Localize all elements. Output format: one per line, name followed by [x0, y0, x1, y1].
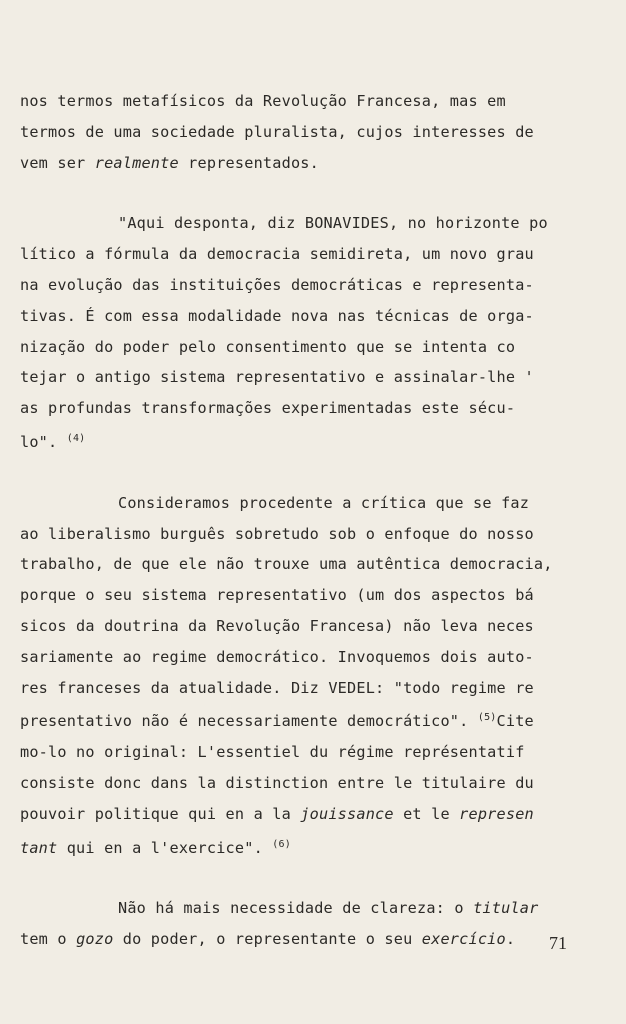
italic-text: exercício	[421, 930, 506, 949]
text-line: tivas. É com essa modalidade nova nas técnicas de orga-	[20, 306, 534, 325]
text-line	[20, 799, 586, 830]
paragraph-gap	[20, 178, 586, 208]
text-line: "Aqui desponta, diz BONAVIDES, no horizonte po	[118, 214, 548, 233]
text-line: ao liberalismo burguês sobretudo sob o enfoque do nosso	[20, 524, 534, 543]
text-segment: pouvoir politique qui en a la	[20, 804, 301, 823]
text-line: lítico a fórmula da democracia semidireta, um novo grau	[20, 245, 534, 264]
italic-text: titular	[473, 899, 539, 918]
text-line	[20, 893, 586, 924]
italic-text: gozo	[76, 930, 114, 949]
italic-text: realmente	[94, 153, 179, 172]
text-segment: Não há mais necessidade de clareza: o	[118, 899, 474, 918]
page-number: 71	[549, 933, 567, 953]
text-segment: lo".	[20, 432, 67, 451]
text-line: nos termos metafísicos da Revolução Francesa, mas em	[20, 92, 506, 110]
text-line: mo-lo no original: L'essentiel du régime représentatif	[20, 743, 525, 762]
text-line	[20, 924, 586, 955]
text-segment: et le	[393, 804, 460, 823]
text-segment: tem o	[20, 930, 77, 949]
text-line	[20, 703, 586, 737]
text-segment: representados.	[178, 153, 319, 172]
text-line: nização do poder pelo consentimento que se intenta co	[20, 337, 516, 356]
text-line: trabalho, de que ele não trouxe uma autêntica democracia,	[20, 555, 553, 574]
italic-text: represen	[459, 804, 534, 823]
italic-text: tant	[20, 838, 58, 857]
text-line: as profundas transformações experimentadas este sécu-	[20, 399, 516, 418]
text-segment: Cite	[496, 712, 534, 731]
text-line: na evolução das instituições democráticas e representa-	[20, 275, 534, 294]
text-line: termos de uma sociedade pluralista, cujos interesses de	[20, 122, 534, 141]
text-line: sicos da doutrina da Revolução Francesa) não leva neces	[20, 616, 534, 635]
text-line: Consideramos procedente a crítica que se faz	[118, 493, 530, 512]
text-segment: qui en a l'exercice".	[57, 838, 273, 857]
text-line: consiste donc dans la distinction entre le titulaire du	[20, 773, 534, 792]
body-text	[20, 86, 586, 955]
text-segment: .	[505, 930, 516, 949]
text-line	[20, 830, 586, 864]
footnote-ref: (5)	[477, 712, 497, 724]
paragraph-gap	[20, 863, 586, 893]
text-line	[20, 424, 586, 458]
text-segment: presentativo não é necessariamente democrático".	[20, 712, 478, 731]
text-line: porque o seu sistema representativo (um dos aspectos bá	[20, 586, 534, 605]
text-line: res franceses da atualidade. Diz VEDEL: "todo regime re	[20, 678, 534, 697]
text-line: tejar o antigo sistema representativo e assinalar-lhe '	[20, 368, 534, 387]
text-line: sariamente ao regime democrático. Invoquemos dois auto-	[20, 647, 534, 666]
footnote-ref: (6)	[272, 838, 291, 850]
paragraph-gap	[20, 458, 586, 488]
text-line	[20, 148, 586, 179]
footnote-ref: (4)	[66, 432, 86, 444]
italic-text: jouissance	[300, 804, 394, 823]
text-segment: vem ser	[20, 153, 95, 172]
text-segment: do poder, o representante o seu	[113, 930, 422, 949]
